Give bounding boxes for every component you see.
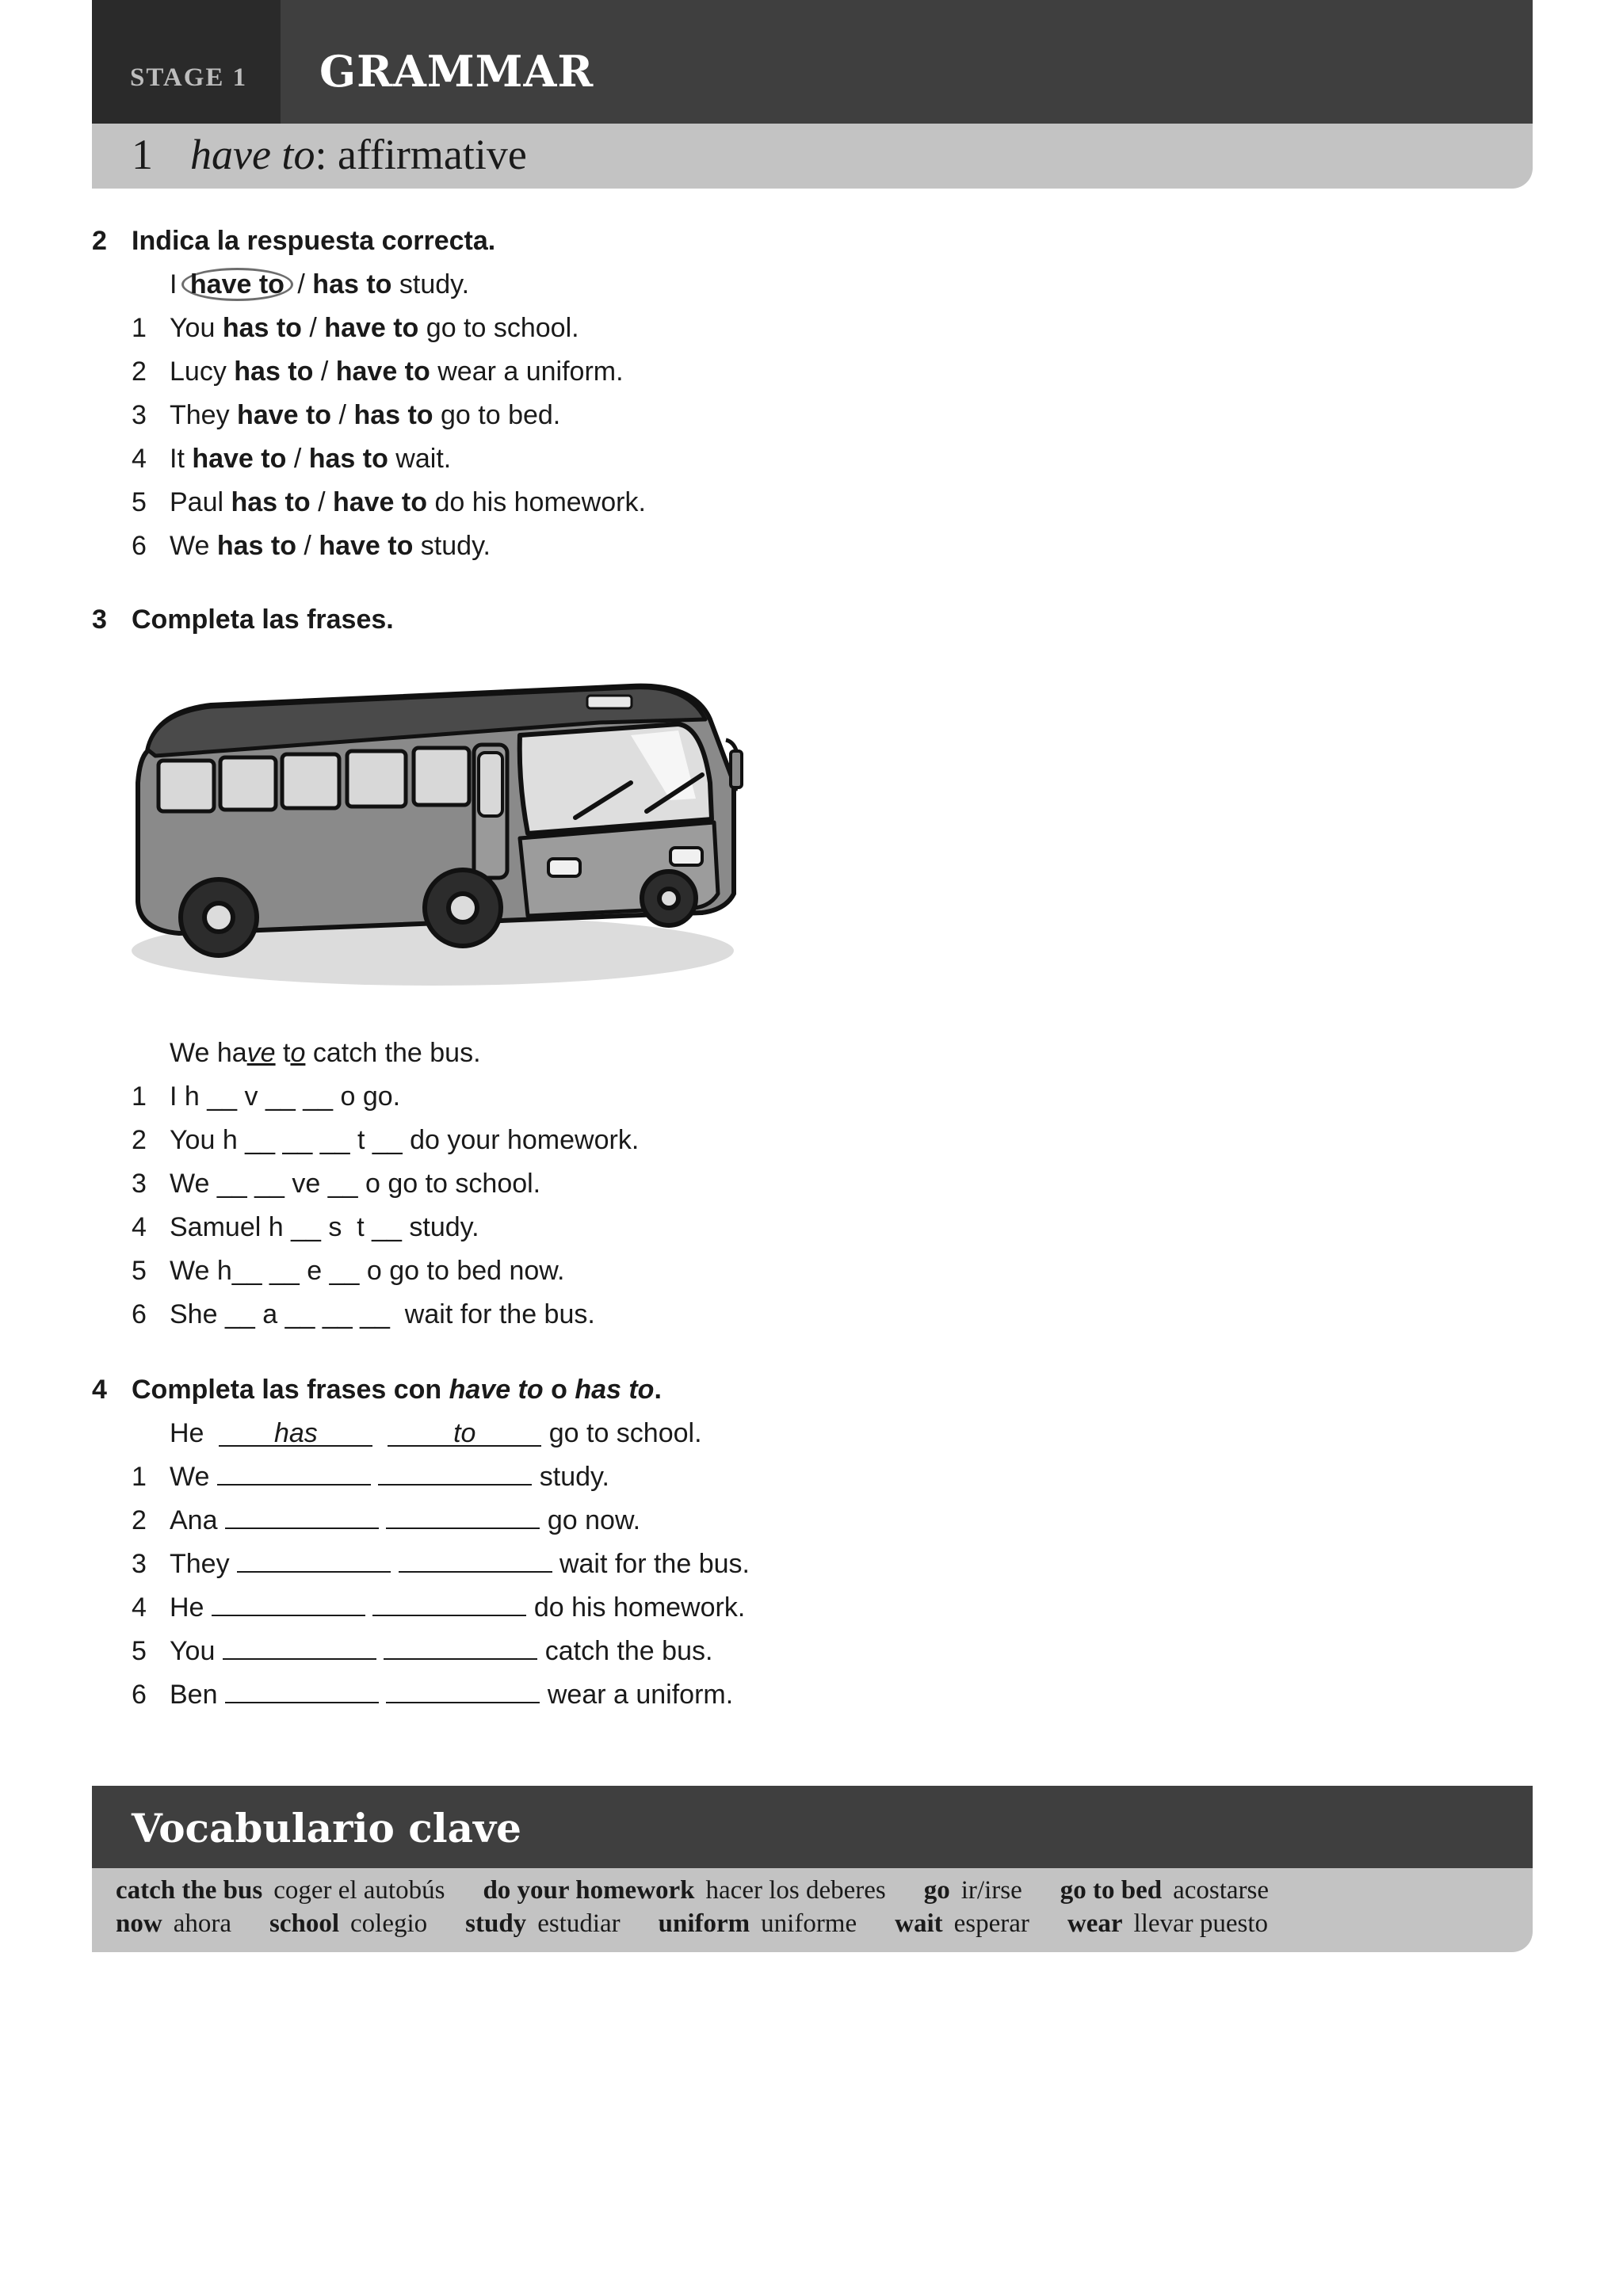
example-part: t xyxy=(275,1038,291,1068)
answer-blank[interactable] xyxy=(386,1507,540,1529)
item-rest: wear a uniform. xyxy=(547,1680,734,1710)
item-subject: They xyxy=(170,1549,230,1579)
item-number: 6 xyxy=(132,1680,147,1710)
exercise-4-heading xyxy=(92,1375,662,1405)
vocabulary-translation: coger el autobús xyxy=(273,1876,445,1905)
item-rest: go now. xyxy=(547,1505,641,1535)
item-number: 3 xyxy=(132,1549,147,1579)
vocabulary-term: uniform xyxy=(658,1909,750,1938)
item-post: go to school. xyxy=(418,313,579,343)
item-sentence xyxy=(170,1592,745,1623)
item-number: 6 xyxy=(132,531,147,561)
vocabulary-term: study xyxy=(465,1909,527,1938)
example-answer: ve xyxy=(246,1038,276,1068)
example-answer: o xyxy=(290,1038,306,1068)
vocabulary-translation: colegio xyxy=(350,1909,428,1938)
vocabulary-line-2 xyxy=(116,1909,1306,1939)
vocabulary-translation: hacer los deberes xyxy=(705,1876,886,1905)
option-b: have to xyxy=(319,531,414,561)
vocabulary-term: wait xyxy=(895,1909,943,1938)
item-sentence xyxy=(170,531,491,562)
header-banner xyxy=(92,0,1533,124)
item-subject: He xyxy=(170,1592,204,1623)
item-sentence: We h__ __ e __ o go to bed now. xyxy=(170,1256,565,1286)
item-number: 4 xyxy=(132,1592,147,1623)
example-post: study. xyxy=(391,269,470,299)
item-sentence: I h __ v __ __ o go. xyxy=(170,1081,401,1112)
item-pre: It xyxy=(170,444,193,474)
vocabulary-term: now xyxy=(116,1909,162,1938)
vocabulary-title: Vocabulario clave xyxy=(132,1805,521,1852)
vocabulary-translation: estudiar xyxy=(537,1909,621,1938)
option-b: has to xyxy=(308,444,388,474)
option-a: has to xyxy=(216,531,296,561)
item-number: 4 xyxy=(132,1212,147,1242)
instruction-italic: have to xyxy=(449,1375,544,1405)
circled-answer: have to xyxy=(181,268,293,301)
item-sentence: You h __ __ __ t __ do your homework. xyxy=(170,1125,640,1155)
example-part: catch the bus. xyxy=(305,1038,481,1068)
subtitle-bar xyxy=(92,124,1533,189)
vocabulary-entry xyxy=(116,1909,231,1939)
item-number: 1 xyxy=(132,313,147,343)
answer-blank[interactable] xyxy=(378,1463,532,1486)
option-a: has to xyxy=(222,313,302,343)
vocabulary-entry xyxy=(924,1876,1022,1905)
item-sentence: Samuel h __ s t __ study. xyxy=(170,1212,479,1242)
exercise-instruction: Completa las frases. xyxy=(132,605,394,635)
item-rest: do his homework. xyxy=(533,1592,746,1623)
vocabulary-term: go to bed xyxy=(1060,1876,1163,1905)
item-sentence xyxy=(170,1549,750,1580)
item-post: go to bed. xyxy=(433,400,561,430)
vocabulary-entry xyxy=(465,1909,621,1939)
item-number: 2 xyxy=(132,1505,147,1535)
vocabulary-translation: esperar xyxy=(953,1909,1029,1938)
answer-blank[interactable] xyxy=(372,1594,526,1616)
answer-blank[interactable] xyxy=(212,1594,365,1616)
exercise-3-heading xyxy=(92,605,394,635)
instruction-pre: Completa las frases con xyxy=(132,1375,449,1405)
option-separator: / xyxy=(310,487,333,517)
item-post: wait. xyxy=(388,444,452,474)
vocabulary-line-1 xyxy=(116,1876,1307,1905)
vocabulary-term: school xyxy=(269,1909,339,1938)
instruction-end: . xyxy=(654,1375,662,1405)
vocabulary-entry xyxy=(116,1876,445,1905)
option-a: has to xyxy=(234,357,314,387)
option-b: has to xyxy=(353,400,433,430)
example-sentence xyxy=(170,269,469,300)
vocabulary-translation: uniforme xyxy=(761,1909,857,1938)
item-sentence xyxy=(170,1462,609,1493)
exercise-number: 3 xyxy=(92,605,107,635)
vocabulary-translation: ir/irse xyxy=(960,1876,1022,1905)
answer-blank[interactable] xyxy=(384,1638,537,1660)
item-number: 3 xyxy=(132,1169,147,1199)
item-post: study. xyxy=(413,531,491,561)
example-answer: has xyxy=(219,1421,372,1447)
item-number: 4 xyxy=(132,444,147,474)
option-separator: / xyxy=(313,357,336,387)
item-sentence xyxy=(170,357,624,387)
item-subject: We xyxy=(170,1462,210,1492)
item-sentence xyxy=(170,1636,712,1667)
answer-blank[interactable] xyxy=(225,1507,379,1529)
exercise-instruction: Indica la respuesta correcta. xyxy=(132,226,496,256)
item-number: 2 xyxy=(132,1125,147,1155)
option-separator: / xyxy=(289,269,313,299)
item-number: 2 xyxy=(132,357,147,387)
item-pre: You xyxy=(170,313,223,343)
example-pre: I xyxy=(170,269,185,299)
instruction-mid: o xyxy=(543,1375,575,1405)
vocabulary-translation: ahora xyxy=(173,1909,231,1938)
subtitle-number: 1 xyxy=(132,131,153,178)
option-other: has to xyxy=(312,269,392,299)
stage-box xyxy=(92,0,281,124)
item-sentence: She __ a __ __ __ wait for the bus. xyxy=(170,1299,595,1329)
subtitle-rest: : affirmative xyxy=(315,131,527,178)
item-number: 1 xyxy=(132,1462,147,1492)
subtitle xyxy=(190,130,527,179)
vocabulary-translation: acostarse xyxy=(1173,1876,1270,1905)
bus-illustration xyxy=(124,664,750,989)
exercise-number: 2 xyxy=(92,226,107,256)
option-a: has to xyxy=(231,487,311,517)
item-post: do his homework. xyxy=(427,487,646,517)
stage-label: STAGE 1 xyxy=(130,63,248,92)
item-sentence xyxy=(170,1680,733,1711)
option-b: have to xyxy=(335,357,430,387)
option-separator: / xyxy=(331,400,354,430)
option-a: have to xyxy=(237,400,332,430)
item-post: wear a uniform. xyxy=(430,357,624,387)
answer-blank[interactable] xyxy=(237,1550,391,1573)
section-title: GRAMMAR xyxy=(319,46,594,97)
vocabulary-header xyxy=(92,1786,1533,1868)
vocabulary-term: go xyxy=(923,1876,950,1905)
answer-blank[interactable] xyxy=(223,1638,376,1660)
example-sentence xyxy=(170,1418,702,1449)
item-number: 5 xyxy=(132,1636,147,1666)
vocabulary-body xyxy=(92,1868,1533,1952)
item-number: 5 xyxy=(132,487,147,517)
item-subject: You xyxy=(170,1636,216,1666)
item-sentence xyxy=(170,444,451,475)
option-a: have to xyxy=(192,444,287,474)
answer-blank[interactable] xyxy=(399,1550,552,1573)
item-pre: We xyxy=(170,531,217,561)
vocabulary-term: do your homework xyxy=(483,1876,695,1905)
option-separator: / xyxy=(296,531,319,561)
item-rest: catch the bus. xyxy=(544,1636,713,1666)
item-number: 5 xyxy=(132,1256,147,1286)
answer-blank[interactable] xyxy=(386,1681,540,1703)
item-sentence: We __ __ ve __ o go to school. xyxy=(170,1169,541,1199)
vocabulary-translation: llevar puesto xyxy=(1133,1909,1269,1938)
item-sentence xyxy=(170,1505,640,1536)
item-pre: Paul xyxy=(170,487,231,517)
item-subject: Ben xyxy=(170,1680,218,1710)
option-separator: / xyxy=(301,313,325,343)
vocabulary-term: catch the bus xyxy=(116,1876,263,1905)
item-rest: wait for the bus. xyxy=(559,1549,750,1579)
option-separator: / xyxy=(286,444,309,474)
option-b: have to xyxy=(332,487,428,517)
item-number: 3 xyxy=(132,400,147,430)
vocabulary-entry xyxy=(269,1909,427,1939)
exercise-2-heading xyxy=(92,226,495,257)
item-sentence xyxy=(170,400,560,431)
example-part: We ha xyxy=(170,1038,247,1068)
exercise-number: 4 xyxy=(92,1375,107,1405)
item-sentence xyxy=(170,487,646,518)
item-subject: Ana xyxy=(170,1505,218,1535)
vocabulary-entry xyxy=(1067,1909,1268,1939)
item-sentence xyxy=(170,313,579,344)
option-b: have to xyxy=(324,313,419,343)
answer-blank[interactable] xyxy=(217,1463,371,1486)
vocabulary-entry xyxy=(1060,1876,1269,1905)
subtitle-italic: have to xyxy=(190,131,315,178)
item-rest: study. xyxy=(539,1462,609,1492)
item-pre: They xyxy=(170,400,238,430)
answer-blank[interactable] xyxy=(225,1681,379,1703)
vocabulary-term: wear xyxy=(1067,1909,1123,1938)
item-pre: Lucy xyxy=(170,357,235,387)
item-number: 6 xyxy=(132,1299,147,1329)
vocabulary-entry xyxy=(895,1909,1029,1939)
vocabulary-entry xyxy=(483,1876,885,1905)
example-subject: He xyxy=(170,1418,204,1448)
instruction-italic: has to xyxy=(575,1375,655,1405)
item-number: 1 xyxy=(132,1081,147,1112)
example-answer: to xyxy=(388,1421,541,1447)
example-rest: go to school. xyxy=(548,1418,702,1448)
vocabulary-entry xyxy=(659,1909,857,1939)
example-sentence xyxy=(170,1038,481,1069)
